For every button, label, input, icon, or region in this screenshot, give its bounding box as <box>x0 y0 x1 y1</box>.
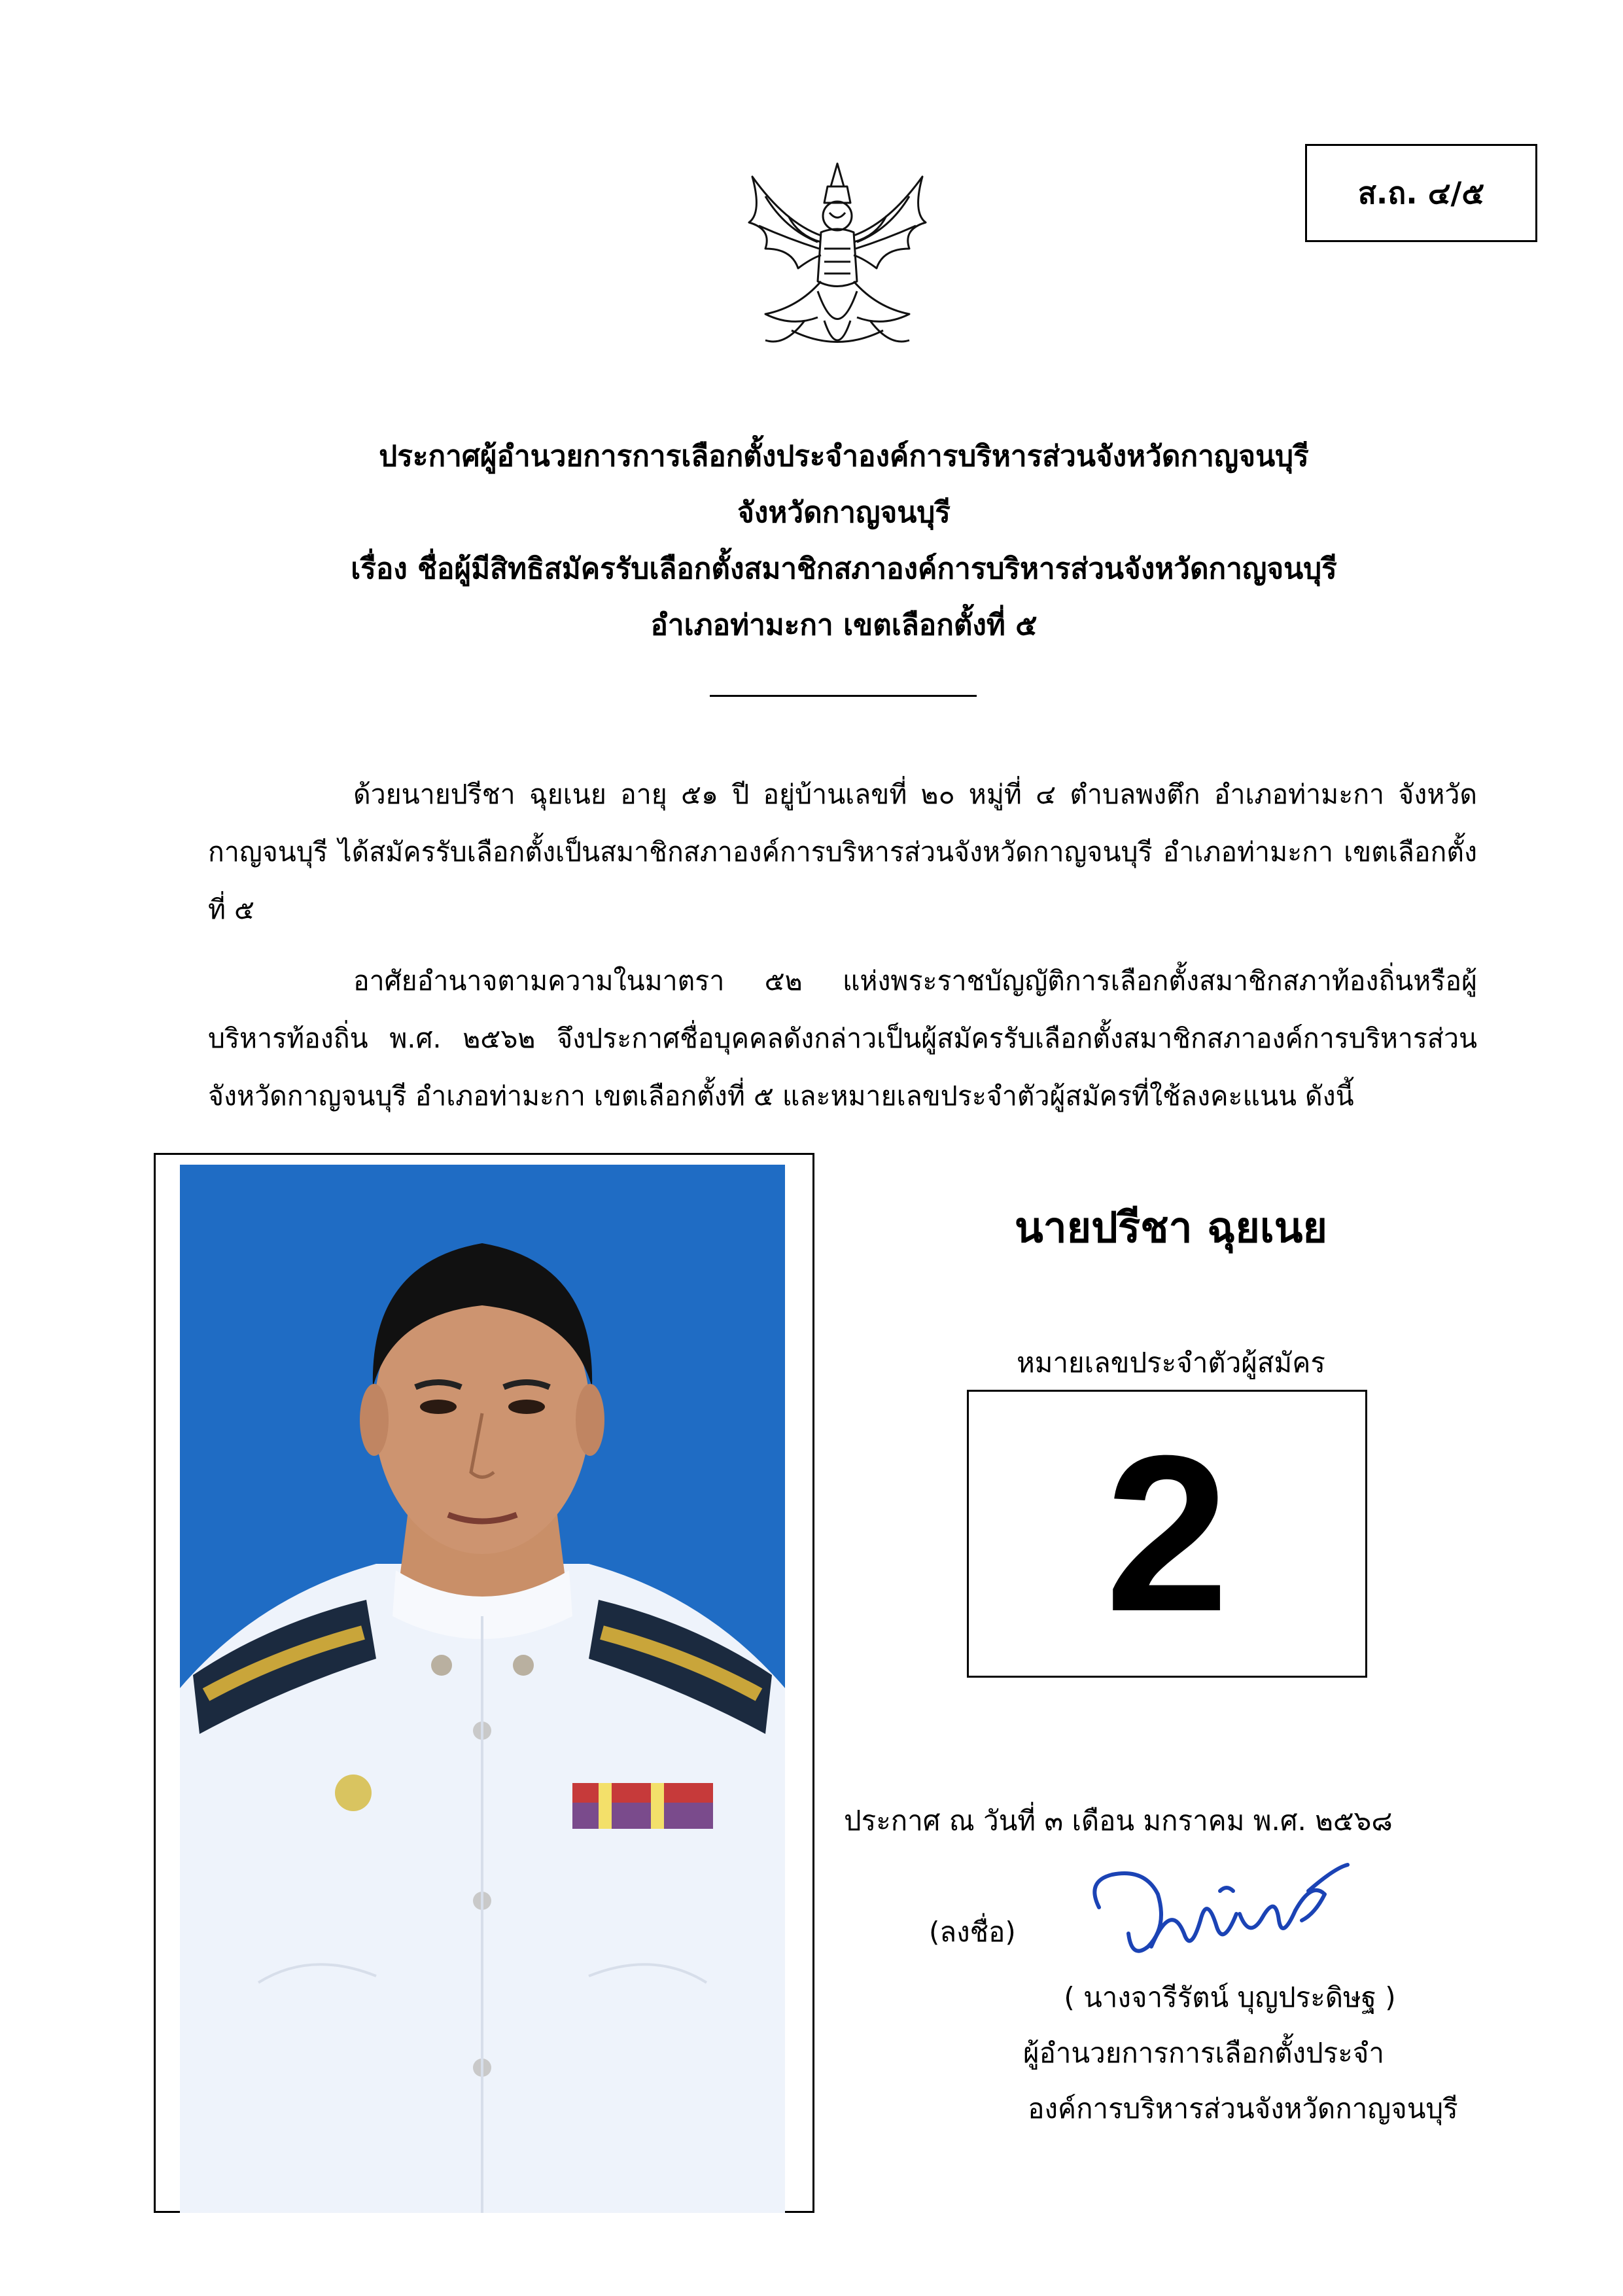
body-paragraph-1: ด้วยนายปรีชา ฉุยเนย อายุ ๕๑ ปี อยู่บ้านเลขที่ ๒๐ หมู่ที่ ๔ ตำบลพงตึก อำเภอท่ามะกา จังหวัดกาญจนบุรี ได้สมัครรับเลือกตั้งเป็นสมาชิกสภาองค์การบริหารส่วนจังหวัดกาญจนบุรี อำเภอท่ามะกา เขตเลือกตั้งที่ ๕ <box>208 779 1477 925</box>
candidate-number-box <box>967 1390 1367 1678</box>
candidate-photo <box>180 1165 785 2213</box>
heading-line-3: เรื่อง ชื่อผู้มีสิทธิสมัครรับเลือกตั้งสมาชิกสภาองค์การบริหารส่วนจังหวัดกาญจนบุรี <box>351 552 1337 586</box>
sign-label: (ลงชื่อ) <box>929 1916 1016 1948</box>
heading-divider <box>710 695 977 697</box>
garuda-emblem-icon <box>726 150 949 373</box>
candidate-number-label: หมายเลขประจำตัวผู้สมัคร <box>1017 1347 1325 1379</box>
body-paragraph-2: อาศัยอำนาจตามความในมาตรา ๕๒ แห่งพระราชบัญญัติการเลือกตั้งสมาชิกสภาท้องถิ่นหรือผู้บริหารท้องถิ่น พ.ศ. ๒๕๖๒ จึงประกาศชื่อบุคคลดังกล่าวเป็นผู้สมัครรับเลือกตั้งสมาชิกสภาองค์การบริหารส่วนจังหวัดกาญจนบุรี อำเภอท่ามะกา เขตเลือกตั้งที่ ๕ และหมายเลขประจำตัวผู้สมัครที่ใช้ลงคะแนน ดังนี้ <box>208 965 1477 1112</box>
announcement-date: ประกาศ ณ วันที่ ๓ เดือน มกราคม พ.ศ. ๒๕๖๘ <box>844 1805 1393 1837</box>
heading-line-4: อำเภอท่ามะกา เขตเลือกตั้งที่ ๕ <box>650 609 1038 642</box>
candidate-number: 2 <box>1105 1409 1229 1658</box>
signatory-name: ( นางจารีรัตน์ บุญประดิษฐ ) <box>1064 1981 1396 2013</box>
heading-line-2: จังหวัดกาญจนบุรี <box>737 496 951 529</box>
heading-line-1: ประกาศผู้อำนวยการการเลือกตั้งประจำองค์การบริหารส่วนจังหวัดกาญจนบุรี <box>379 440 1309 473</box>
candidate-name: นายปรีชา ฉุยเนย <box>1014 1204 1328 1252</box>
signatory-position-line-2: องค์การบริหารส่วนจังหวัดกาญจนบุรี <box>1028 2093 1458 2125</box>
signature <box>1079 1855 1361 1969</box>
announcement-heading <box>249 429 1439 654</box>
form-code: ส.ถ. ๔/๕ <box>1357 175 1485 211</box>
form-code-box <box>1305 144 1537 242</box>
signatory-position-line-1: ผู้อำนวยการการเลือกตั้งประจำ <box>1023 2037 1384 2069</box>
